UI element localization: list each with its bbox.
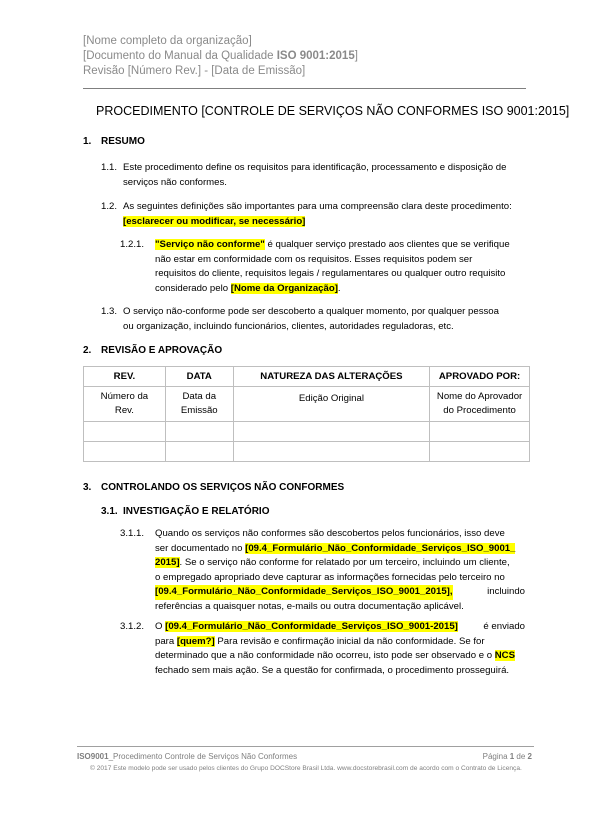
form-reference-highlight-cont: 2015] (155, 557, 180, 568)
para-1-2-1-number: 1.2.1. (120, 239, 145, 250)
table-row (84, 442, 530, 462)
para-1-3 (123, 305, 527, 334)
para-1-3-number: 1.3. (101, 306, 118, 317)
section-2-heading: REVISÃO E APROVAÇÃO (101, 345, 223, 356)
para-1-2-1 (155, 238, 525, 296)
ncs-highlight: NCS (494, 650, 516, 661)
footer-document-name: ISO9001_Procedimento Controle de Serviços Não Conformes (77, 752, 298, 761)
para-1-1 (123, 161, 527, 190)
col-header-date: DATA (165, 367, 233, 387)
section-1-number: 1. (83, 136, 92, 147)
para-1-2-1-line2: não estar em conformidade com os requisitos. Esses requisitos podem ser (155, 253, 473, 265)
section-1-heading: RESUMO (101, 136, 145, 147)
cell-changes: Edição Original (233, 387, 429, 422)
para-3-1-1-line4: o empregado apropriado deve capturar as informações fornecidas pelo terceiro no (155, 571, 505, 583)
section-3-1-number: 3.1. (101, 506, 118, 517)
footer-rule (77, 746, 534, 747)
para-3-1-2: O [09.4_Formulário_Não_Conformidade_Serviços_ISO_9001-2015] é enviado para [quem?] Para revisão e confirmação inicial da não conformidade. Se for determinado que a não conformidade não ocorreu, isto pode ser observado e o NCS fechado sem mais ação. Se a questão for confirmada, o procedimento prosseguirá. (155, 620, 525, 678)
table-row (84, 387, 530, 422)
form-reference-highlight-2: [09.4_Formulário_Não_Conformidade_Serviços_ISO_9001_2015], (155, 585, 453, 600)
doc-line-post: ] (354, 50, 358, 62)
document-manual-line (83, 49, 358, 64)
doc-line-standard: ISO 9001:2015 (276, 50, 355, 62)
para-1-1-number: 1.1. (101, 162, 118, 173)
section-3-heading: CONTROLANDO OS SERVIÇOS NÃO CONFORMES (101, 482, 345, 493)
col-header-changes: NATUREZA DAS ALTERAÇÕES (233, 367, 429, 387)
term-nonconforming-service: "Serviço não conforme" (155, 239, 265, 250)
para-1-2-1-line3: requisitos do cliente, requisitos legais / regulamentares ou qualquer outro requisito (155, 268, 506, 279)
section-2-number: 2. (83, 345, 92, 356)
header-rule (83, 88, 526, 89)
para-1-1-line2: serviços não conformes. (123, 176, 227, 188)
revision-line: Revisão [Número Rev.] - [Data de Emissão] (83, 65, 306, 77)
cell-date: Data da Emissão (165, 387, 233, 422)
para-1-3-line1: O serviço não-conforme pode ser descoberto a qualquer momento, por qualquer pessoa (123, 306, 499, 317)
para-1-2-highlight: [esclarecer ou modificar, se necessário] (123, 215, 306, 227)
section-3-1-heading: INVESTIGAÇÃO E RELATÓRIO (123, 506, 270, 517)
section-3-number: 3. (83, 482, 92, 493)
page-title: PROCEDIMENTO [CONTROLE DE SERVIÇOS NÃO CONFORMES ISO 9001:2015] (96, 104, 570, 118)
para-1-2-1-end: . (337, 282, 341, 294)
form-reference-highlight-3: [09.4_Formulário_Não_Conformidade_Serviços_ISO_9001-2015] (165, 621, 458, 632)
para-1-2-1-line4: considerado pelo (155, 282, 231, 294)
footer-page-number: Página 1 de 2 (482, 752, 532, 761)
para-3-1-1-line1: Quando os serviços não conformes são descobertos pelos funcionários, isso deve (155, 528, 505, 539)
table-header-row (84, 367, 530, 387)
revision-table (83, 366, 530, 462)
cell-rev: Número da Rev. (84, 387, 166, 422)
doc-line-pre: [Documento do Manual da Qualidade (83, 50, 277, 62)
org-name-highlight: [Nome da Organização] (230, 282, 338, 294)
footer-copyright: © 2017 Este modelo pode ser usado pelos clientes do Grupo DOCStore Brasil Ltda. www.docstorebrasil.com de acordo com o Contrato de Licença. (90, 765, 522, 772)
form-reference-highlight: [09.4_Formulário_Não_Conformidade_Serviços_ISO_9001_ (245, 542, 516, 554)
para-3-1-1-line6: referências a quaisquer notas, e-mails ou outra documentação aplicável. (155, 600, 464, 612)
para-1-1-line1: Este procedimento define os requisitos para identificação, processamento e disposição de (123, 162, 507, 173)
para-1-2-1-line1: é qualquer serviço prestado aos clientes que se verifique (264, 239, 510, 250)
col-header-rev: REV. (84, 367, 166, 387)
para-1-2-line1: As seguintes definições são importantes para uma compreensão clara deste procedimento: (123, 201, 512, 212)
col-header-approved: APROVADO POR: (430, 367, 530, 387)
para-3-1-1-number: 3.1.1. (120, 528, 145, 539)
para-1-2 (123, 200, 527, 229)
para-1-3-line2: ou organização, incluindo funcionários, clientes, autoridades reguladoras, etc. (123, 320, 454, 332)
para-1-2-number: 1.2. (101, 201, 118, 212)
para-3-1-1: Quando os serviços não conformes são descobertos pelos funcionários, isso deve ser documentado no [09.4_Formulário_Não_Conformidade_Serviços_ISO_9001_ 2015]. Se o serviço não conforme for relatado por um terceiro, incluindo um cliente, o empregado apropriado deve capturar as informações fornecidas pelo terceiro no [09.4_Formulário_Não_Conformidade_Serviços_ISO_9001_2015], incluindo referências a quaisquer notas, e-mails ou outra documentação aplicável. (155, 527, 525, 614)
cell-approved: Nome do Aprovador do Procedimento (430, 387, 530, 422)
table-row (84, 422, 530, 442)
org-name-placeholder: [Nome completo da organização] (83, 35, 252, 47)
para-3-1-2-line4: fechado sem mais ação. Se a questão for confirmada, o procedimento prosseguirá. (155, 664, 510, 676)
who-placeholder-highlight: [quem?] (176, 635, 215, 647)
para-3-1-2-number: 3.1.2. (120, 621, 145, 632)
